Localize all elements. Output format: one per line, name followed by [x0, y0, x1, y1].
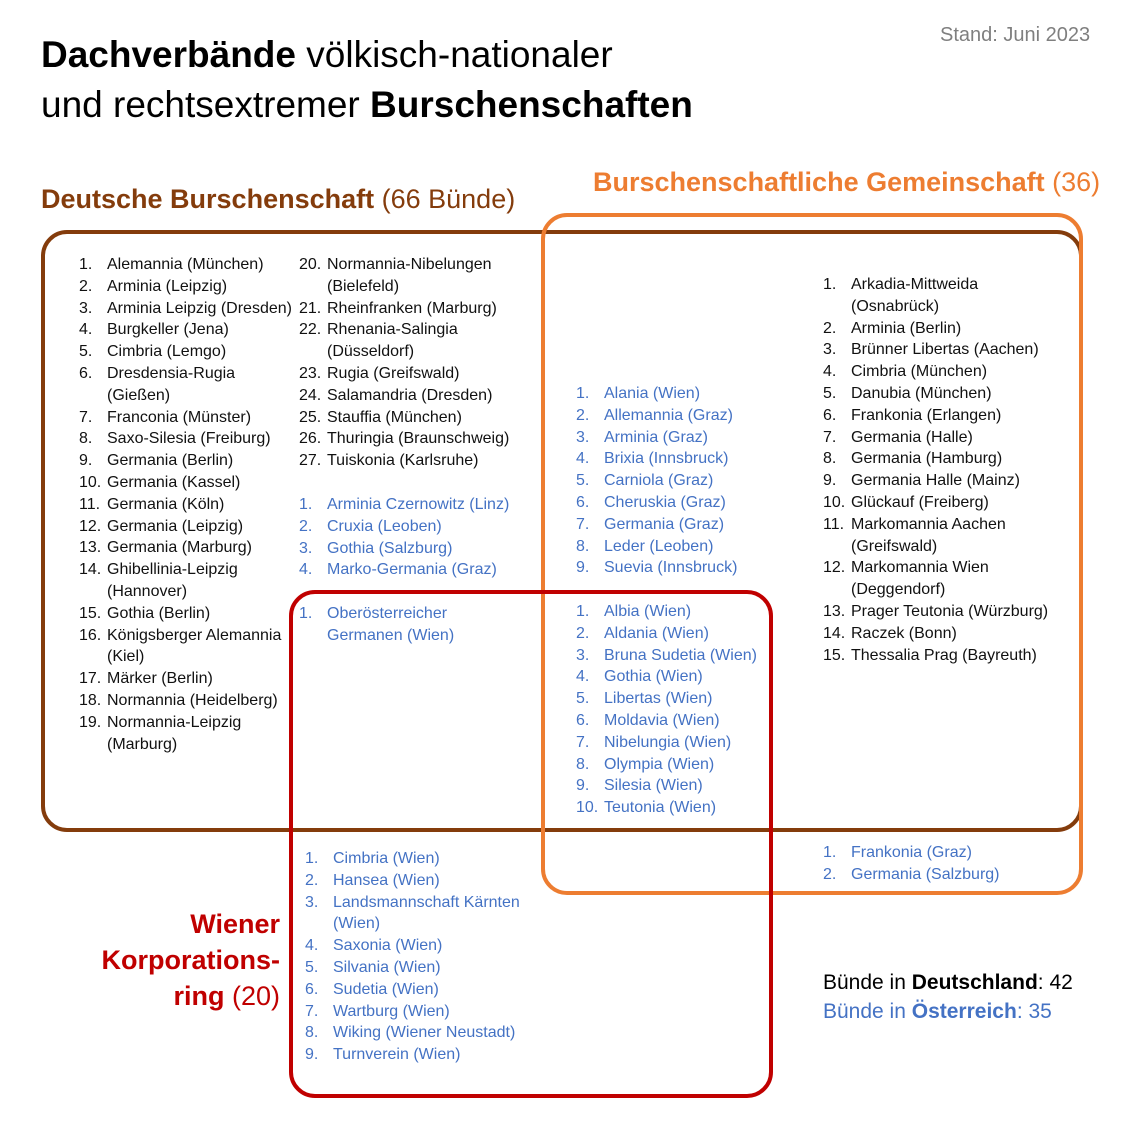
list-item-label: Arminia (Leipzig)	[107, 277, 228, 295]
stats-summary	[823, 968, 1073, 1026]
list-item-number: 16.	[79, 626, 102, 644]
list-item-number: 2.	[79, 277, 93, 295]
list-item	[79, 625, 294, 669]
list-item-label: Alemannia (München)	[107, 256, 264, 273]
list-item-label: Danubia (München)	[851, 384, 992, 402]
list-item	[576, 492, 776, 514]
list-item-number: 2.	[305, 871, 319, 889]
list-wkr-only	[305, 848, 530, 1066]
list-item	[79, 668, 294, 690]
list-item-label: Rhenania-Salingia (Düsseldorf)	[327, 321, 458, 361]
list-item	[79, 298, 294, 320]
set-label-burschenschaftliche-gemeinschaft: Burschenschaftliche Gemeinschaft (36)	[593, 167, 1101, 197]
list-item-number: 14.	[823, 624, 846, 642]
list-item-label: Markomannia Aachen (Greifswald)	[851, 515, 1006, 555]
list-item-label: Cimbria (Wien)	[333, 850, 440, 867]
list-item-label: Aldania (Wien)	[604, 624, 709, 642]
list-item-label: Germania (Graz)	[604, 515, 725, 533]
list-item	[823, 383, 1063, 405]
list-item-label: Rheinfranken (Marburg)	[327, 299, 497, 317]
list-item	[305, 1001, 530, 1023]
list-item-number: 17.	[79, 670, 102, 688]
list-item	[299, 319, 524, 363]
list-item-number: 4.	[79, 321, 93, 339]
list-item	[305, 870, 530, 892]
list-item-label: Germania (Kassel)	[107, 473, 241, 491]
list-item-number: 8.	[305, 1024, 319, 1042]
list-item-label: Alania (Wien)	[604, 385, 701, 402]
list-item	[576, 536, 776, 558]
list-item-number: 24.	[299, 386, 322, 404]
list-item-label: Germania (Berlin)	[107, 452, 234, 470]
list-item	[79, 559, 294, 603]
list-item	[576, 383, 776, 405]
list-item-label: Franconia (Münster)	[107, 408, 252, 426]
list-item	[299, 559, 529, 581]
list-item	[823, 339, 1063, 361]
set-label-wiener-korporationsring: Wiener Korporations- ring (20)	[101, 909, 280, 1011]
list-item-label: Olympia (Wien)	[604, 755, 715, 773]
list-item	[576, 427, 776, 449]
list-item	[823, 470, 1063, 492]
list-item	[299, 407, 524, 429]
list-item-number: 11.	[79, 495, 101, 513]
list-item-label: Arkadia-Mittweida (Osnabrück)	[851, 276, 979, 315]
list-item-number: 4.	[305, 937, 319, 955]
list-item	[576, 688, 776, 710]
list-item-number: 1.	[823, 844, 837, 861]
list-item	[823, 448, 1063, 470]
list-item-number: 7.	[823, 428, 837, 446]
list-item-number: 15.	[79, 604, 102, 622]
list-item-number: 1.	[576, 385, 590, 402]
list-item-label: Thuringia (Braunschweig)	[327, 430, 510, 448]
list-item	[823, 492, 1063, 514]
list-db-only-austria	[299, 494, 529, 581]
list-item	[299, 363, 524, 385]
list-item-label: Germania (Marburg)	[107, 539, 252, 557]
list-item-label: Markomannia Wien (Deggendorf)	[851, 559, 989, 599]
list-item-label: Germania Halle (Mainz)	[851, 472, 1020, 490]
list-item-number: 7.	[576, 733, 590, 751]
list-item-label: Brixia (Innsbruck)	[604, 450, 729, 468]
list-item-label: Cimbria (München)	[851, 363, 988, 381]
list-item-number: 5.	[305, 958, 319, 976]
list-item-number: 12.	[823, 559, 846, 577]
list-item-number: 9.	[305, 1046, 319, 1064]
list-item	[79, 472, 294, 494]
list-item-number: 1.	[79, 256, 93, 273]
list-item	[299, 298, 524, 320]
list-item-number: 2.	[576, 624, 590, 642]
list-item-number: 5.	[79, 343, 93, 361]
page-title	[41, 30, 693, 130]
list-item-number: 9.	[576, 559, 590, 577]
list-item-number: 1.	[299, 496, 313, 513]
list-item-number: 6.	[823, 406, 837, 424]
list-item-label: Albia (Wien)	[604, 603, 692, 620]
list-item	[576, 732, 776, 754]
list-item	[79, 407, 294, 429]
list-item	[823, 514, 1063, 558]
list-item-label: Landsmannschaft Kärnten (Wien)	[333, 893, 520, 933]
list-item-label: Bruna Sudetia (Wien)	[604, 646, 757, 664]
list-item-label: Burgkeller (Jena)	[107, 321, 229, 339]
stat-germany: Bünde in Deutschland: 42	[823, 971, 1073, 994]
list-item-label: Carniola (Graz)	[604, 472, 714, 490]
list-item-label: Rugia (Greifswald)	[327, 364, 460, 382]
list-item-label: Arminia Leipzig (Dresden)	[107, 299, 292, 317]
list-item-number: 4.	[823, 363, 837, 381]
list-item	[79, 450, 294, 472]
list-item	[823, 274, 1063, 318]
list-db-bg-germany	[823, 274, 1063, 666]
list-item-label: Moldavia (Wien)	[604, 711, 720, 729]
list-item-number: 8.	[576, 537, 590, 555]
list-item-label: Stauffia (München)	[327, 408, 462, 426]
list-item	[305, 892, 530, 936]
list-item-label: Dresdensia-Rugia (Gießen)	[107, 364, 236, 404]
list-db-wkr	[299, 603, 499, 647]
list-item-label: Cruxia (Leoben)	[327, 517, 442, 535]
list-item-label: Normannia-Nibelungen (Bielefeld)	[327, 256, 492, 295]
list-item-number: 22.	[299, 321, 322, 339]
list-item-label: Glückauf (Freiberg)	[851, 493, 989, 511]
list-item-label: Arminia (Berlin)	[851, 319, 962, 337]
list-item	[299, 516, 529, 538]
list-item-label: Germania (Köln)	[107, 495, 225, 513]
list-item-number: 10.	[823, 493, 846, 511]
list-item-number: 14.	[79, 561, 102, 579]
list-item-label: Normannia-Leipzig (Marburg)	[107, 713, 242, 753]
list-item-label: Gothia (Wien)	[604, 668, 703, 686]
list-item	[79, 341, 294, 363]
set-label-deutsche-burschenschaft: Deutsche Burschenschaft (66 Bünde)	[41, 184, 516, 214]
list-db-only-germany-col2	[299, 254, 524, 472]
list-item	[823, 405, 1063, 427]
list-item	[305, 1022, 530, 1044]
list-item-label: Hansea (Wien)	[333, 871, 440, 889]
list-item-label: Leder (Leoben)	[604, 537, 714, 555]
list-item-number: 8.	[823, 450, 837, 468]
list-item-number: 12.	[79, 517, 102, 535]
list-item-label: Wartburg (Wien)	[333, 1002, 450, 1020]
list-item	[576, 710, 776, 732]
list-item	[79, 712, 294, 756]
list-item	[305, 957, 530, 979]
list-item	[823, 864, 1043, 886]
list-item-number: 5.	[823, 384, 837, 402]
list-item-label: Tuiskonia (Karlsruhe)	[327, 452, 479, 470]
list-item	[576, 514, 776, 536]
list-item-label: Wiking (Wiener Neustadt)	[333, 1024, 516, 1042]
list-item-label: Arminia (Graz)	[604, 428, 709, 446]
list-item-number: 10.	[79, 473, 102, 491]
list-item-number: 21.	[299, 299, 322, 317]
list-item-number: 23.	[299, 364, 322, 382]
list-item-label: Thessalia Prag (Bayreuth)	[851, 646, 1037, 664]
list-item-number: 9.	[823, 472, 837, 490]
list-item-number: 19.	[79, 713, 102, 731]
list-item-number: 6.	[576, 711, 590, 729]
list-item	[576, 623, 776, 645]
list-item-number: 9.	[79, 452, 93, 470]
list-item-number: 3.	[79, 299, 93, 317]
title-line-2: und rechtsextremer Burschenschaften	[41, 84, 693, 125]
list-item-label: Brünner Libertas (Aachen)	[851, 341, 1039, 359]
list-item-label: Nibelungia (Wien)	[604, 733, 732, 751]
list-item-number: 2.	[576, 406, 590, 424]
list-item-label: Märker (Berlin)	[107, 670, 213, 688]
list-item-number: 1.	[823, 276, 837, 293]
list-item	[576, 666, 776, 688]
list-item	[576, 797, 776, 819]
list-item-label: Arminia Czernowitz (Linz)	[327, 496, 510, 513]
list-item	[576, 557, 776, 579]
list-item-number: 2.	[299, 517, 313, 535]
list-item-number: 4.	[299, 561, 313, 579]
list-item-label: Germania (Leipzig)	[107, 517, 244, 535]
list-bg-only-austria	[823, 842, 1043, 886]
list-item	[576, 448, 776, 470]
list-item	[576, 754, 776, 776]
list-item-label: Cheruskia (Graz)	[604, 493, 726, 511]
list-db-bg-wkr	[576, 601, 776, 819]
list-item	[305, 979, 530, 1001]
list-item-label: Germania (Hamburg)	[851, 450, 1003, 468]
list-item-label: Prager Teutonia (Würzburg)	[851, 602, 1049, 620]
list-item-label: Libertas (Wien)	[604, 690, 713, 708]
list-item-label: Gothia (Salzburg)	[327, 539, 453, 557]
list-item-label: Germania (Halle)	[851, 428, 973, 446]
list-item-number: 1.	[299, 605, 313, 622]
list-item	[299, 254, 524, 298]
list-item-number: 6.	[79, 364, 93, 382]
list-item-label: Suevia (Innsbruck)	[604, 559, 738, 577]
list-item	[299, 450, 524, 472]
list-item	[576, 601, 776, 623]
list-item-number: 5.	[576, 690, 590, 708]
list-item-label: Königsberger Alemannia (Kiel)	[107, 626, 282, 666]
list-item	[299, 494, 529, 516]
list-item-number: 11.	[823, 515, 845, 533]
list-item-label: Frankonia (Graz)	[851, 844, 972, 861]
list-item-label: Silvania (Wien)	[333, 958, 441, 976]
list-item	[79, 319, 294, 341]
list-item	[299, 603, 499, 647]
list-item	[823, 427, 1063, 449]
list-item-number: 13.	[79, 539, 102, 557]
list-item-label: Oberösterreicher Germanen (Wien)	[327, 605, 455, 644]
list-item	[79, 363, 294, 407]
list-item-number: 18.	[79, 691, 102, 709]
list-item-number: 3.	[576, 428, 590, 446]
list-item-number: 6.	[305, 980, 319, 998]
list-item-number: 3.	[305, 893, 319, 911]
stat-austria: Bünde in Österreich: 35	[823, 1000, 1052, 1023]
list-db-bg-austria	[576, 383, 776, 579]
list-item-number: 7.	[576, 515, 590, 533]
list-item-label: Sudetia (Wien)	[333, 980, 439, 998]
list-item-number: 3.	[299, 539, 313, 557]
list-item-label: Marko-Germania (Graz)	[327, 561, 497, 579]
list-item-label: Saxonia (Wien)	[333, 937, 443, 955]
list-item-label: Frankonia (Erlangen)	[851, 406, 1002, 424]
list-item	[305, 1044, 530, 1066]
title-line-1: Dachverbände völkisch-nationaler	[41, 34, 613, 75]
list-item	[299, 538, 529, 560]
list-item-label: Cimbria (Lemgo)	[107, 343, 227, 361]
list-item	[576, 405, 776, 427]
list-item	[299, 428, 524, 450]
list-item	[823, 557, 1063, 601]
list-item	[823, 623, 1063, 645]
list-item-number: 3.	[576, 646, 590, 664]
list-item-number: 25.	[299, 408, 322, 426]
list-item-number: 8.	[79, 430, 93, 448]
list-item	[79, 516, 294, 538]
list-item-number: 20.	[299, 256, 322, 273]
date-stamp: Stand: Juni 2023	[940, 24, 1091, 46]
list-item	[79, 276, 294, 298]
list-item	[823, 361, 1063, 383]
list-item-label: Normannia (Heidelberg)	[107, 691, 278, 709]
list-item-label: Silesia (Wien)	[604, 777, 703, 795]
list-item-number: 10.	[576, 799, 599, 817]
list-item	[305, 935, 530, 957]
list-item-label: Teutonia (Wien)	[604, 799, 717, 817]
list-item-number: 1.	[305, 850, 319, 867]
list-item	[79, 494, 294, 516]
list-item-number: 6.	[576, 493, 590, 511]
list-item-label: Allemannia (Graz)	[604, 406, 733, 424]
list-item-label: Ghibellinia-Leipzig (Hannover)	[107, 561, 238, 600]
list-item	[79, 428, 294, 450]
list-item-number: 4.	[576, 668, 590, 686]
list-item-number: 4.	[576, 450, 590, 468]
list-item-number: 7.	[305, 1002, 319, 1020]
list-item	[79, 254, 294, 276]
list-item	[576, 470, 776, 492]
list-item-number: 15.	[823, 646, 846, 664]
list-item-label: Germania (Salzburg)	[851, 865, 1000, 883]
list-item-number: 8.	[576, 755, 590, 773]
list-item-number: 1.	[576, 603, 590, 620]
list-item-number: 2.	[823, 865, 837, 883]
list-item-number: 9.	[576, 777, 590, 795]
list-item	[823, 601, 1063, 623]
list-item	[576, 645, 776, 667]
list-item	[823, 318, 1063, 340]
list-item-label: Raczek (Bonn)	[851, 624, 957, 642]
list-item-label: Turnverein (Wien)	[333, 1046, 461, 1064]
list-item	[79, 603, 294, 625]
list-item-number: 5.	[576, 472, 590, 490]
list-db-only-germany-col1	[79, 254, 294, 755]
list-item	[823, 645, 1063, 667]
list-item	[576, 775, 776, 797]
list-item	[299, 385, 524, 407]
list-item	[305, 848, 530, 870]
list-item	[79, 690, 294, 712]
list-item-number: 27.	[299, 452, 322, 470]
list-item-number: 2.	[823, 319, 837, 337]
list-item-number: 13.	[823, 602, 846, 620]
list-item	[823, 842, 1043, 864]
list-item-label: Gothia (Berlin)	[107, 604, 211, 622]
list-item-number: 26.	[299, 430, 322, 448]
list-item	[79, 537, 294, 559]
list-item-label: Saxo-Silesia (Freiburg)	[107, 430, 271, 448]
list-item-number: 3.	[823, 341, 837, 359]
list-item-label: Salamandria (Dresden)	[327, 386, 493, 404]
list-item-number: 7.	[79, 408, 93, 426]
